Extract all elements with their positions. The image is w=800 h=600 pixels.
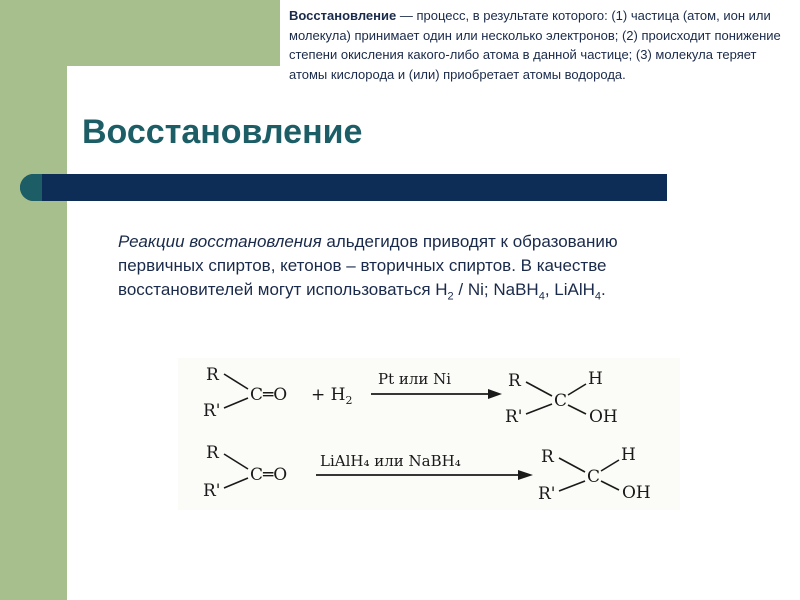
r2-r: R (206, 443, 219, 463)
r2-product-bond-r-prime (559, 481, 585, 491)
r1-product-bond-r-prime (526, 404, 552, 414)
r2-product-bond-oh (601, 481, 619, 490)
r2-bond-top (224, 454, 248, 469)
formula-lialh-subscript: 4 (594, 290, 602, 303)
formula-ni-nabh: / Ni; NaBH (453, 280, 539, 299)
title-underline-bar (20, 174, 667, 201)
r2-product-h: H (621, 445, 636, 465)
formula-h-subscript: 2 (447, 290, 454, 303)
r1-product-bond-h (568, 384, 586, 395)
r2-reagent: LiAlH₄ или NaBH₄ (320, 452, 461, 470)
r1-arrow-head (488, 389, 502, 399)
reaction-2 (203, 443, 651, 504)
r2-product-c: C (587, 467, 601, 487)
r1-reagent: Pt или Ni (378, 370, 452, 388)
r2-carbonyl: C═O (250, 465, 288, 485)
r1-r-prime: R' (203, 401, 221, 421)
r2-arrow-head (518, 470, 533, 480)
r1-product-c: C (554, 391, 568, 411)
r2-product-bond-h (601, 460, 619, 471)
body-text: альдегидов приводят к образованию первичных спиртов, кетонов – вторичных спиртов. В качестве восстановителей могут использоваться (118, 232, 618, 299)
r1-bond-bottom (224, 398, 248, 408)
slide-title: Восстановление (82, 113, 363, 151)
title-bar-accent (20, 174, 42, 201)
r2-bond-bottom (224, 478, 248, 488)
r1-product-oh: OH (589, 407, 618, 427)
formula-h: H (435, 280, 448, 299)
r1-carbonyl: C═O (250, 385, 288, 405)
r1-product-h: H (588, 369, 603, 389)
reaction-scheme (178, 358, 680, 510)
r2-product-oh: OH (622, 483, 651, 503)
formula-lialh: , LiAlH (544, 280, 595, 299)
reaction-1 (203, 365, 618, 427)
definition-note (289, 6, 794, 84)
r1-plus-h2: + $H_2$ (311, 385, 353, 407)
r1-product-bond-oh (568, 405, 586, 414)
body-paragraph (118, 230, 688, 308)
r2-product-bond-r (559, 458, 585, 472)
left-green-band (0, 0, 67, 600)
r2-product-r: R (541, 447, 554, 467)
r1-r: R (206, 365, 219, 385)
r1-product-bond-r (526, 382, 552, 396)
r2-r-prime: R' (203, 481, 221, 501)
formula-nabh-subscript: 4 (538, 290, 545, 303)
r2-product-r-prime: R' (538, 484, 556, 504)
reaction-scheme-svg (178, 358, 680, 510)
definition-text: — процесс, в результате которого: (1) частица (атом, ион или молекула) принимает один или несколько электронов; (2) происходит понижение степени окисления какого-либо атома в данной частице; (3) молекула теряет атомы кислорода и (или) приобретает атомы водорода. (289, 8, 781, 82)
r1-product-r-prime: R' (505, 407, 523, 427)
r1-bond-top (224, 374, 248, 389)
body-italic-phrase: Реакции восстановления (118, 232, 322, 251)
definition-term: Восстановление (289, 8, 397, 23)
top-green-band (0, 0, 280, 66)
body-end: . (601, 280, 606, 299)
r1-product-r: R (508, 371, 521, 391)
